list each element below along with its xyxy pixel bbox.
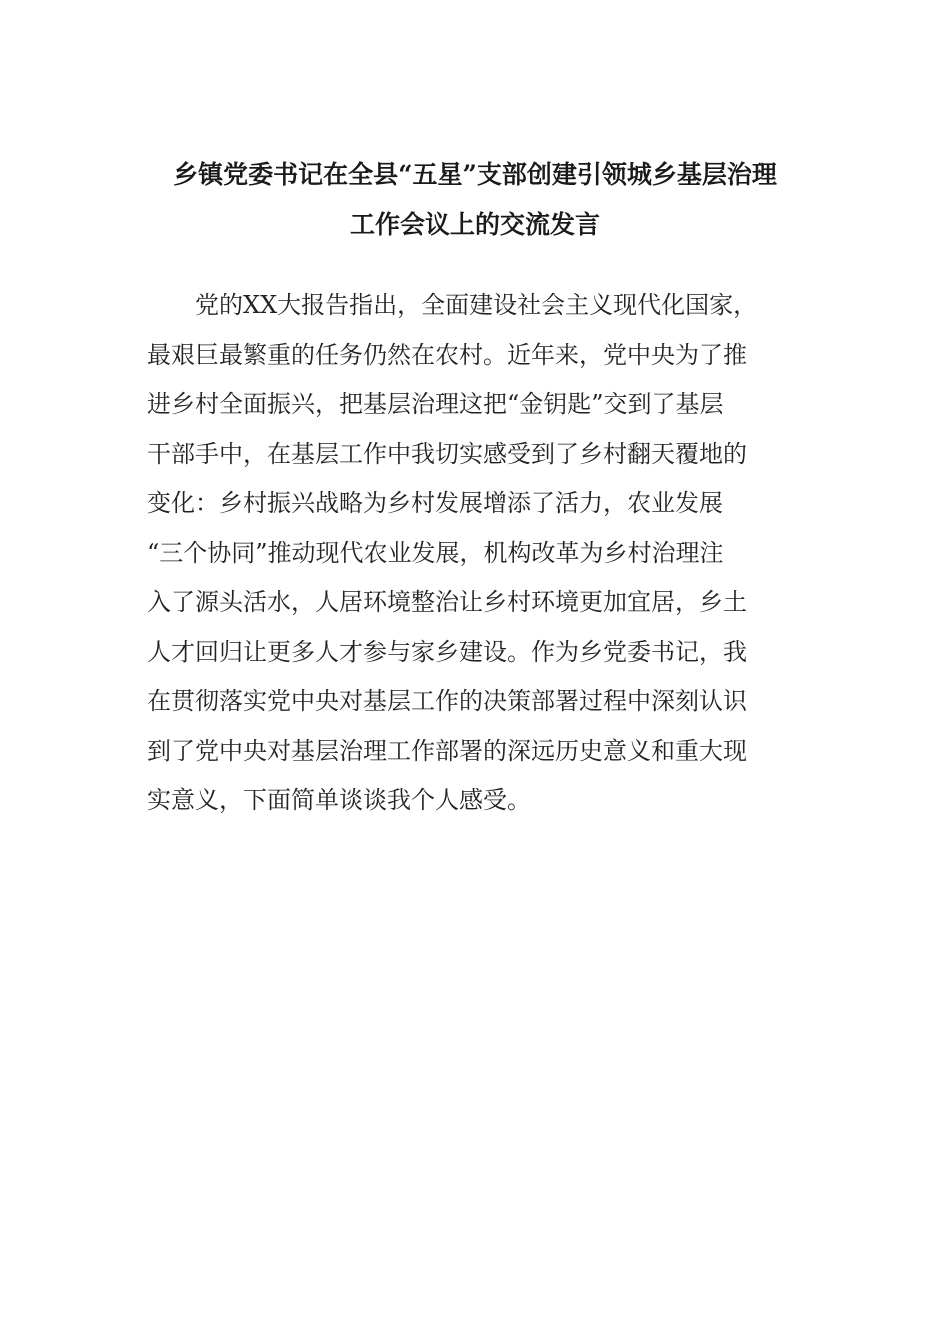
body-line-7: 入了源头活水，人居环境整治让乡村环境更加宜居，乡土 [147, 588, 747, 616]
body-line-6: “三个协同”推动现代农业发展，机构改革为乡村治理注 [147, 538, 724, 567]
body-line-11: 实意义，下面简单谈谈我个人感受。 [147, 786, 531, 814]
body-line-2: 最艰巨最繁重的任务仍然在农村。近年来，党中央为了推 [147, 340, 747, 369]
body-line-1: 党的XX大报告指出，全面建设社会主义现代化国家， [147, 291, 758, 319]
body-paragraph [147, 281, 787, 826]
body-line-3: 进乡村全面振兴，把基层治理这把“金钥匙”交到了基层 [147, 390, 724, 418]
title-line-2: 工作会议上的交流发言 [349, 210, 600, 239]
document-title [130, 150, 820, 250]
title-line-1: 乡镇党委书记在全县“五星”支部创建引领城乡基层治理 [173, 160, 777, 189]
body-line-8: 人才回归让更多人才参与家乡建设。作为乡党委书记，我 [147, 637, 747, 666]
body-line-4: 干部手中，在基层工作中我切实感受到了乡村翻天覆地的 [147, 439, 747, 468]
body-line-9: 在贯彻落实党中央对基层工作的决策部署过程中深刻认识 [147, 687, 747, 715]
body-line-5: 变化：乡村振兴战略为乡村发展增添了活力，农业发展 [147, 489, 723, 517]
body-line-10: 到了党中央对基层治理工作部署的深远历史意义和重大现 [147, 736, 747, 765]
